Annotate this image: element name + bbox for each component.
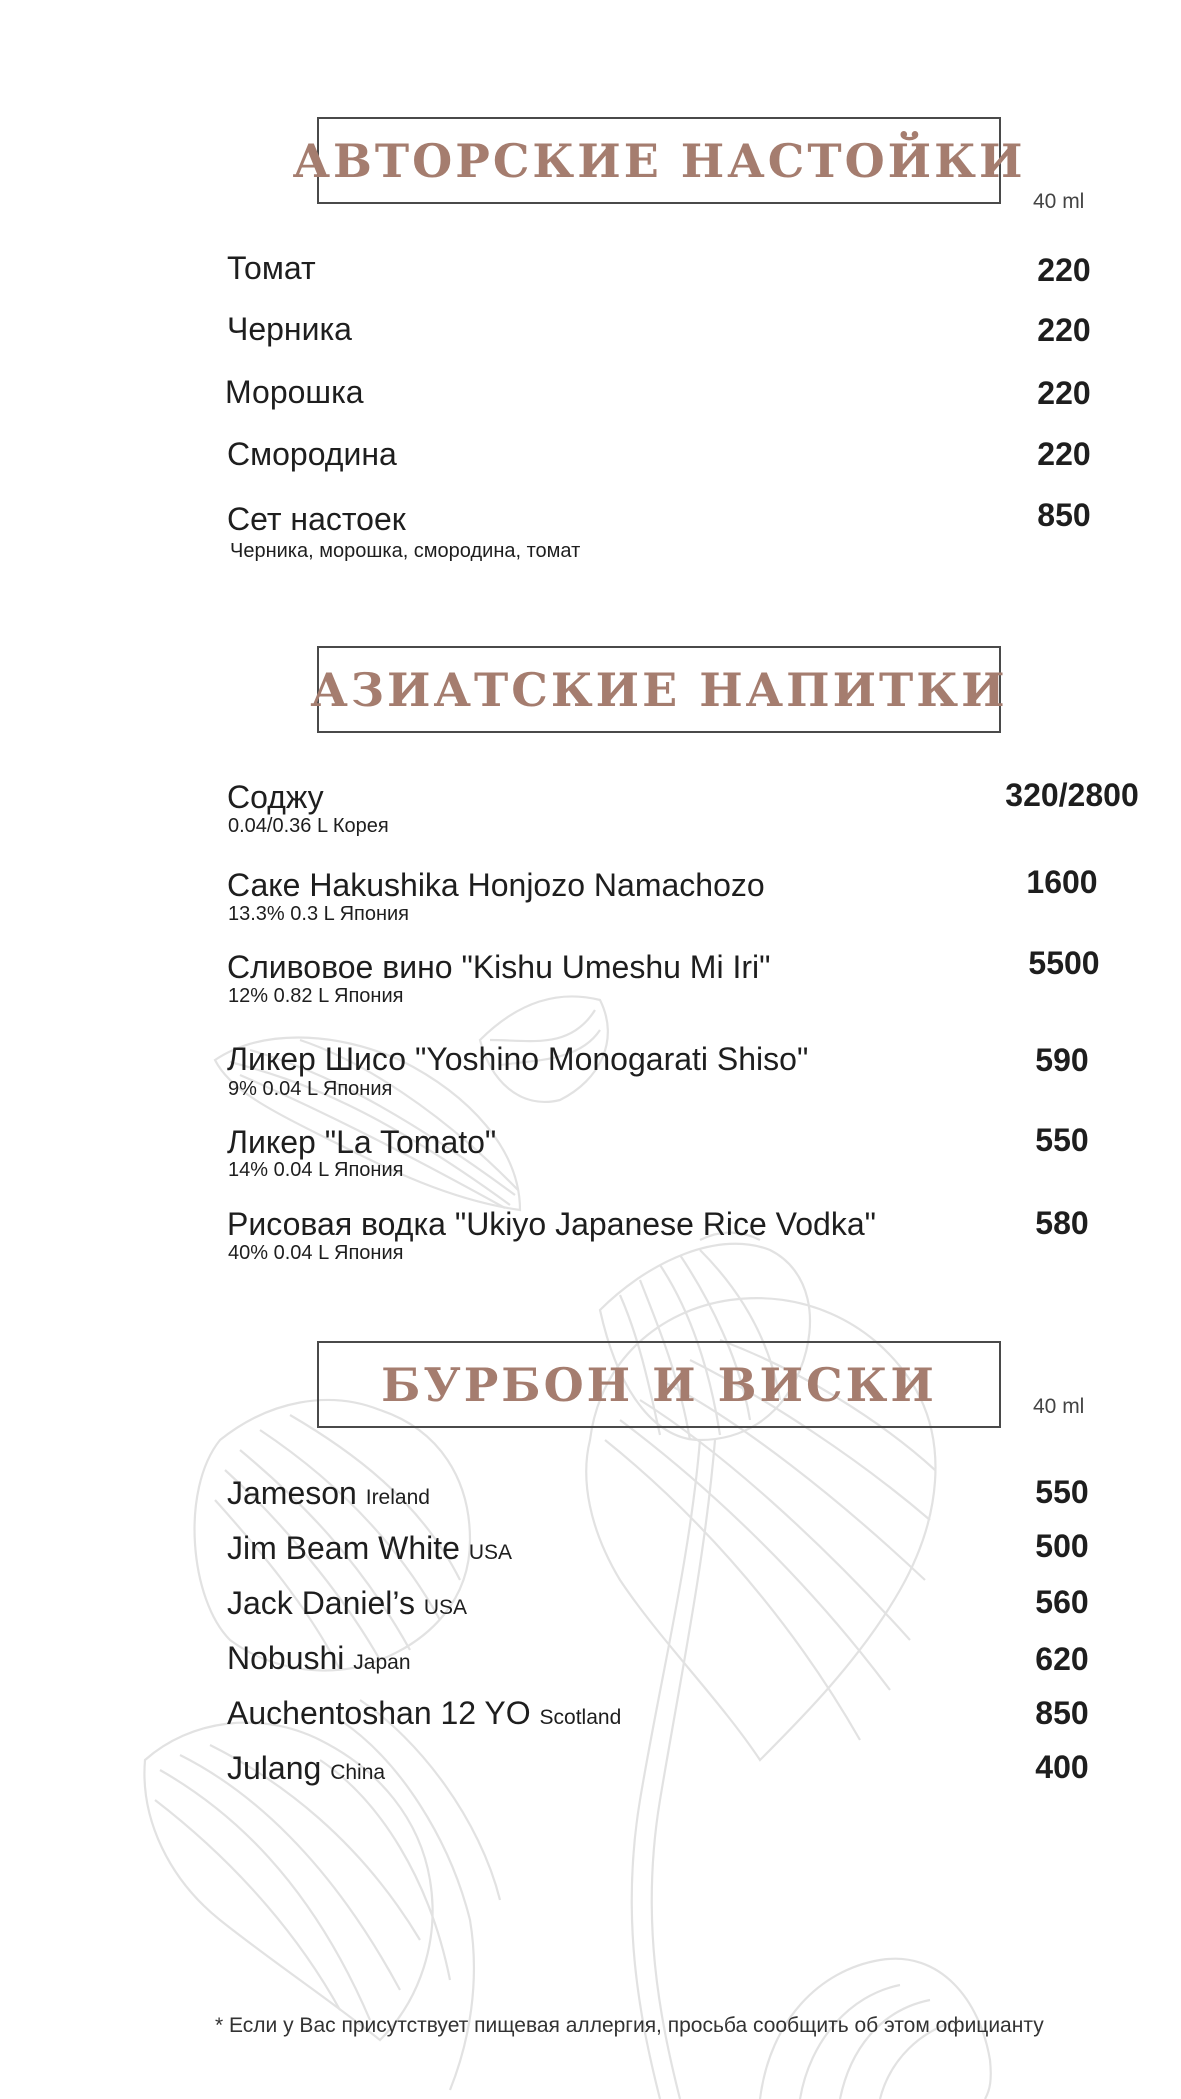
menu-item-name bbox=[227, 1477, 430, 1509]
menu-item-price: 320/2800 bbox=[1005, 777, 1139, 813]
menu-item-name bbox=[227, 1587, 467, 1619]
menu-item-price: 850 bbox=[1037, 497, 1091, 533]
menu-item-description: 0.04/0.36 L Корея bbox=[228, 815, 389, 837]
menu-item-name: Томат bbox=[227, 250, 316, 286]
menu-item-description: 14% 0.04 L Япония bbox=[228, 1159, 404, 1181]
menu-item-price: 620 bbox=[1035, 1641, 1089, 1677]
menu-item-price: 590 bbox=[1035, 1042, 1089, 1078]
menu-item-name: Саке Hakushika Honjozo Namachozo bbox=[227, 867, 765, 903]
menu-item-price: 1600 bbox=[1026, 864, 1098, 900]
section-unit: 40 ml bbox=[1033, 1395, 1085, 1418]
section-header-bourbon-whisky bbox=[317, 1341, 1001, 1428]
menu-item-description: 12% 0.82 L Япония bbox=[228, 985, 404, 1007]
section-header-infusions bbox=[292, 117, 1026, 204]
menu-item-country: Ireland bbox=[365, 1486, 430, 1509]
menu-item-title: Jameson bbox=[227, 1475, 357, 1511]
menu-item-description: 9% 0.04 L Япония bbox=[228, 1078, 393, 1100]
menu-item-name: Ликер "La Tomato" bbox=[227, 1124, 497, 1160]
menu-item-name: Сливовое вино "Kishu Umeshu Mi Iri" bbox=[227, 949, 771, 985]
menu-item-title: Jack Daniel’s bbox=[227, 1585, 415, 1621]
menu-item-name: Морошка bbox=[225, 374, 364, 410]
menu-item-title: Jim Beam White bbox=[227, 1530, 460, 1566]
section-unit: 40 ml bbox=[1033, 190, 1085, 213]
section-title: АЗИАТСКИЕ НАПИТКИ bbox=[310, 662, 1008, 717]
menu-item-price: 550 bbox=[1035, 1474, 1089, 1510]
menu-item-country: Japan bbox=[353, 1651, 411, 1674]
allergy-footnote: * Если у Вас присутствует пищевая аллергия, просьба сообщить об этом официанту bbox=[215, 2014, 1044, 2037]
section-header-asian-drinks bbox=[310, 646, 1008, 733]
menu-item-price: 220 bbox=[1037, 252, 1091, 288]
menu-item-price: 560 bbox=[1035, 1584, 1089, 1620]
section-title: БУРБОН И ВИСКИ bbox=[381, 1357, 937, 1412]
menu-item-name: Рисовая водка "Ukiyo Japanese Rice Vodka" bbox=[227, 1206, 876, 1242]
menu-item-title: Julang bbox=[227, 1750, 322, 1786]
menu-item-description: 40% 0.04 L Япония bbox=[228, 1242, 404, 1264]
section-title: АВТОРСКИЕ НАСТОЙКИ bbox=[292, 133, 1026, 188]
menu-item-name: Соджу bbox=[227, 779, 324, 815]
menu-item-name bbox=[227, 1697, 621, 1729]
menu-item-country: USA bbox=[423, 1596, 468, 1619]
menu-item-title: Nobushi bbox=[227, 1640, 345, 1676]
menu-item-price: 5500 bbox=[1028, 945, 1100, 981]
menu-item-price: 580 bbox=[1035, 1205, 1089, 1241]
menu-item-name bbox=[227, 1642, 411, 1674]
menu-item-description: Черника, морошка, смородина, томат bbox=[230, 540, 581, 562]
menu-item-name: Сет настоек bbox=[227, 501, 406, 537]
menu-item-title: Auchentoshan 12 YO bbox=[227, 1695, 531, 1731]
menu-item-country: China bbox=[330, 1761, 386, 1784]
menu-item-price: 850 bbox=[1035, 1695, 1089, 1731]
menu-item-country: Scotland bbox=[539, 1706, 622, 1729]
menu-item-name bbox=[227, 1532, 512, 1564]
menu-item-price: 220 bbox=[1037, 375, 1091, 411]
menu-item-price: 550 bbox=[1035, 1122, 1089, 1158]
menu-item-price: 220 bbox=[1037, 312, 1091, 348]
menu-item-country: USA bbox=[468, 1541, 513, 1564]
menu-item-price: 220 bbox=[1037, 436, 1091, 472]
menu-item-name bbox=[227, 1752, 385, 1784]
menu-item-price: 500 bbox=[1035, 1528, 1089, 1564]
menu-item-name: Черника bbox=[227, 311, 352, 347]
menu-item-price: 400 bbox=[1035, 1749, 1089, 1785]
menu-item-name: Смородина bbox=[227, 436, 397, 472]
menu-item-description: 13.3% 0.3 L Япония bbox=[228, 903, 410, 925]
menu-item-name: Ликер Шисо "Yoshino Monogarati Shiso" bbox=[227, 1041, 809, 1077]
